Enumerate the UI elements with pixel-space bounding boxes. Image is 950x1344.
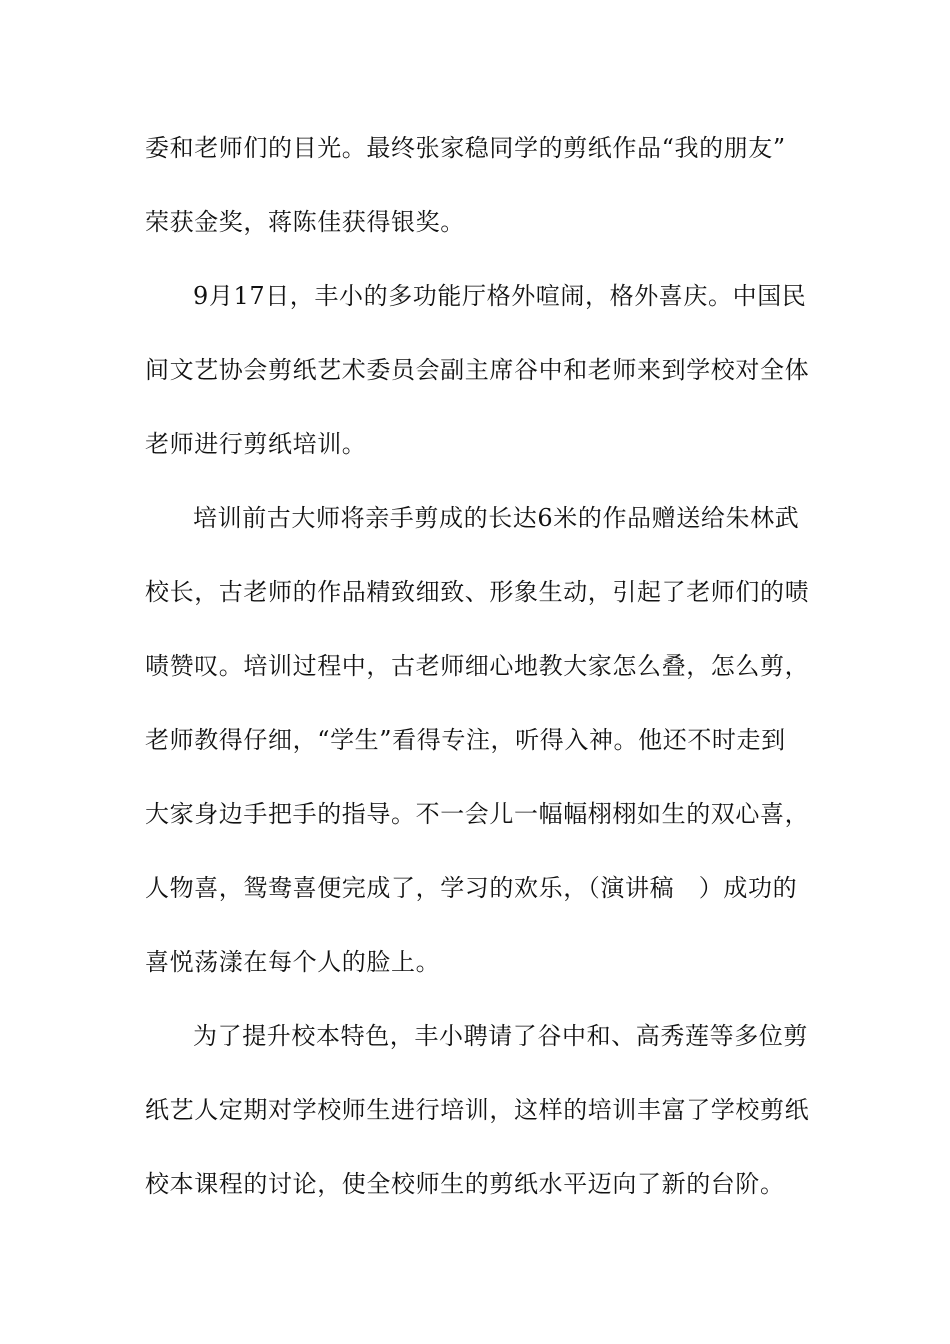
paragraph-first-line: 为了提升校本特色，丰小聘请了谷中和、高秀莲等多位剪 — [193, 1022, 808, 1050]
paragraph-line: 老师进行剪纸培训。 — [145, 430, 367, 458]
paragraph-line: 老师教得仔细，“学生”看得专注，听得入神。他还不时走到 — [145, 726, 786, 754]
paragraph-line: 间文艺协会剪纸艺术委员会副主席谷中和老师来到学校对全体 — [145, 356, 810, 384]
paragraph-line: 委和老师们的目光。最终张家稳同学的剪纸作品“我的朋友” — [145, 134, 786, 162]
paragraph-line: 人物喜，鸳鸯喜便完成了，学习的欢乐，（演讲稿 ）成功的 — [145, 874, 798, 902]
paragraph-first-line: 9月17日，丰小的多功能厅格外喧闹，格外喜庆。中国民 — [193, 282, 807, 310]
paragraph-first-line: 培训前古大师将亲手剪成的长达6米的作品赠送给朱林武 — [193, 504, 800, 532]
document-body — [145, 124, 810, 1234]
paragraph-line: 校本课程的讨论，使全校师生的剪纸水平迈向了新的台阶。 — [145, 1170, 785, 1198]
paragraph-line: 荣获金奖，蒋陈佳获得银奖。 — [145, 208, 465, 236]
paragraph-line: 啧赞叹。培训过程中，古老师细心地教大家怎么叠，怎么剪， — [145, 652, 810, 680]
paragraph-line: 大家身边手把手的指导。不一会儿一幅幅栩栩如生的双心喜， — [145, 800, 810, 828]
paragraph-line: 校长，古老师的作品精致细致、形象生动，引起了老师们的啧 — [145, 578, 810, 606]
paragraph-line: 纸艺人定期对学校师生进行培训，这样的培训丰富了学校剪纸 — [145, 1096, 810, 1124]
paragraph-line: 喜悦荡漾在每个人的脸上。 — [145, 948, 441, 976]
